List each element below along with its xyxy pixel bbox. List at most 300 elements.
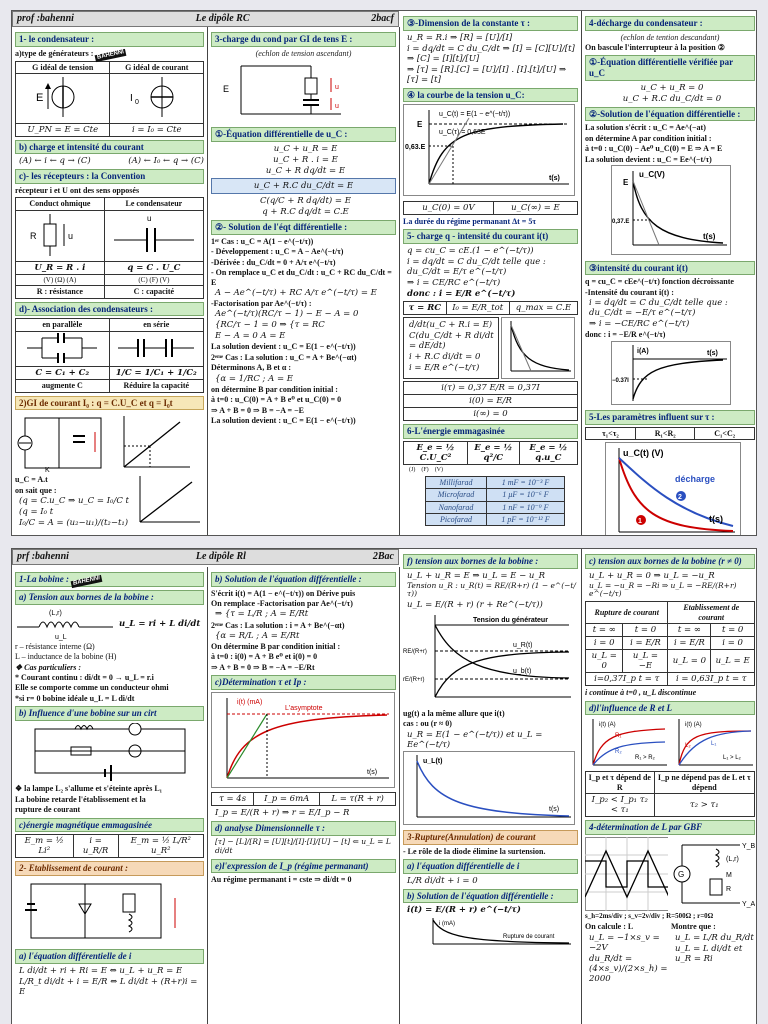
text-line: ⇒ i = CE/RC e^(−t/τ) <box>407 277 501 288</box>
coil-u-label: u_L <box>55 633 67 641</box>
rl-case-2: *si r= 0 bobine idéale u_L = L di/dt <box>15 693 135 703</box>
rc-i-block <box>403 317 578 379</box>
rc-dim-title: ③-Dimension de la constante τ : <box>403 16 578 31</box>
table-cell: G idéal de tension <box>16 61 110 73</box>
rc-level: 2bacf <box>371 13 394 24</box>
rc-energy-units: (J) (F) (V) <box>409 466 444 473</box>
rc-header <box>12 11 399 27</box>
rc-charge-circuit <box>211 58 395 122</box>
rl-s1c: c)énergie magnétique emmagasinée <box>15 818 204 833</box>
rc-col-4 <box>582 11 757 535</box>
capacitance-units-table <box>425 476 565 527</box>
table-cell: i = E/R <box>623 637 668 650</box>
rl-col-2 <box>208 567 400 1024</box>
table-cell: u_C(0) = 0V <box>404 201 494 214</box>
table-cell: C₁<C₂ <box>695 427 755 439</box>
table-cell: I_p = 6mA <box>254 793 320 806</box>
text-line: u_L = L/R du_R/dt <box>675 932 754 943</box>
rc-cas2c: {α = 1/RC ; A = E <box>215 373 293 384</box>
table-cell: i = E/R <box>668 637 711 650</box>
rc-decharge-eq0: u_C + u_R = 0 <box>640 82 704 93</box>
rl-col-3 <box>400 549 582 1024</box>
table-cell: u_L = 0 <box>586 650 623 673</box>
resistor-icon <box>20 212 100 258</box>
rc-sheet <box>11 10 757 536</box>
text-line: d/dt(u_C + R.i = E) <box>409 319 493 330</box>
rl-c3-s1: f) tension aux bornes de la bobine : <box>403 554 578 569</box>
rl-tension-re2: rE/(R+r) <box>403 677 425 684</box>
rc-decharge-title: 4-décharge du condensateur : <box>585 16 755 31</box>
rl-chart-asym: L'asymptote <box>285 704 323 712</box>
gbf-coil: (L,r) <box>726 855 739 863</box>
uc-curve-063: 0,63.E <box>405 144 426 152</box>
uc-decharge-ylabel: u_C(V) <box>639 170 665 180</box>
table-cell <box>109 331 204 366</box>
table-cell: Microfarad <box>426 489 487 501</box>
rc-cas1: 1ᵉʳ Cas : u_C = A(1 − e^(−t/τ)) <box>211 236 314 246</box>
gbf-block <box>585 837 755 911</box>
rupture-label: Rupture de courant <box>503 934 555 941</box>
table-cell: Millifarad <box>426 476 487 488</box>
table-cell: u_L = E <box>711 650 755 673</box>
svg-text:u: u <box>146 213 152 223</box>
gbf-yb: Y_B <box>742 842 755 850</box>
table-cell: τ = 4s <box>212 793 254 806</box>
ul-decay-ylabel: u_L(t) <box>423 757 443 765</box>
text-line: -Intensité du courant i(t) : <box>585 287 674 297</box>
svg-text:E: E <box>35 92 44 105</box>
text-line: donc : i = −E/R e^(−t/τ) <box>585 330 666 340</box>
rl-s1b: b) Influence d'une bobine sur un cirt <box>15 706 204 721</box>
compare-ylabel: u_C(t) (V) <box>623 447 664 458</box>
lamp-circuit-diagram <box>15 723 203 781</box>
table-cell: U_R = R . i <box>16 262 105 275</box>
table-cell: τ₂ > τ₁ <box>654 794 754 817</box>
uc-decharge-t: t(s) <box>703 232 716 242</box>
text-line: à t=0 : u_C(0) = A + B e⁰ et u_C(0) = 0 <box>211 395 342 405</box>
svg-text:E: E <box>223 84 230 95</box>
text-line: q = cu_C = cEe^(−t/τ) fonction décroissante <box>585 277 734 287</box>
rl-c2-s4: e)l'expression de I_p (régime permanant) <box>211 859 396 874</box>
rl-title: Le dipôle Rl <box>195 551 246 562</box>
i-decharge-037: −0.37I <box>612 377 629 384</box>
bahenni-stamp: BAHENNI <box>71 575 103 588</box>
compare-series-2-label: 2 <box>678 493 682 501</box>
rl-disc: i continue à t=0 , u_L discontinue <box>585 688 697 698</box>
rc-decharge-s2: ②-Solution de l'équation différentielle : <box>585 107 755 122</box>
text-line: I₀/C = A = (u₂−u₁)/(t₂−t₁) <box>19 518 129 529</box>
text-line: à t=0 : u_C(0) − Ae⁰ u_C(0) = E ⇒ A = E <box>585 144 723 154</box>
text-line: u_L = −1×s_v = −2V <box>589 932 660 953</box>
rc-param-table <box>585 427 755 440</box>
text-line: C(q/C + R dq/dt) = E <box>260 196 351 207</box>
rl-c4-s2: d)l'influence de R et L <box>585 701 755 716</box>
i-decharge-ylabel: i(A) <box>637 347 649 355</box>
uc-curve-eq1: u_C(t) = E(1 − e^(−t/τ)) <box>439 111 511 119</box>
svg-text:R: R <box>29 230 37 241</box>
rl-init-1: à t=0 : i(0) = A + B e⁰ et i(0) = 0 <box>211 652 318 662</box>
rc-s1: 1- le condensateur : <box>15 32 204 47</box>
influence-l-compare: L₁ > L₂ <box>723 755 741 762</box>
series-capacitors-icon <box>116 333 196 363</box>
rl-ip: I_p = E/(R + r) ⇒ r = E/I_p − R <box>215 808 350 819</box>
rl-author: prf :bahenni <box>17 551 69 562</box>
table-cell: i(∞) = 0 <box>404 407 578 420</box>
generator-table <box>15 61 204 137</box>
rc-col-3 <box>400 11 582 535</box>
svg-text:K: K <box>45 467 50 475</box>
gi-notes <box>15 474 204 529</box>
rl-cas2: 2ᵉᵐᵉ Cas : La solution : i = A + Be^(−αt) <box>211 620 345 630</box>
ul-decay-t: t(s) <box>549 805 560 813</box>
rc-s1b: b) charge et intensité du courant <box>15 140 204 155</box>
influence-l-ylabel: i(t) (A) <box>685 722 702 729</box>
text-line: E − A = 0 A = E <box>215 331 286 342</box>
rl-c3-s2a: - Le rôle de la diode élimine la surtension. <box>403 846 546 856</box>
rl-law: u_L = ri + L di/dt <box>119 618 201 629</box>
svg-text:u: u <box>335 103 339 111</box>
rl-c3-s2b: a) l'équation différentielle de i <box>403 859 578 874</box>
rc-s3-sub: (echlon de tension ascendant) <box>255 48 352 58</box>
rc-s5: 5- charge q - intensité du courant i(t) <box>403 229 578 244</box>
text-line: on détermine A par condition initial : <box>585 133 712 143</box>
recept-note: récepteur i et U ont des sens opposés <box>15 185 140 195</box>
rc-init <box>211 385 396 415</box>
rc-cas2b: Déterminons A, B et α : <box>211 363 292 373</box>
rl-def-l: L – inductance de la bobine (H) <box>15 652 117 662</box>
influence-r-chart <box>585 717 669 769</box>
rl-c3-ulf: u_R = E(1 − e^(−t/τ)) et u_L = Ee^(−t/τ) <box>407 729 543 750</box>
table-cell: i = u_R/R <box>73 835 118 858</box>
gbf-ya: Y_A <box>742 900 755 908</box>
rl-c3-sol: i(t) = E/(R + r) e^(−t/τ) <box>407 905 521 916</box>
table-cell <box>16 74 110 123</box>
text-line: ⇒ [τ] = [R].[C] = [U]/[I] . [I].[t]/[U] ⇒ [τ] = [t] <box>407 64 567 85</box>
compare-label: décharge <box>675 473 716 484</box>
table-cell: 1 μF = 10⁻⁶ F <box>486 489 564 501</box>
table-cell: 1 nF = 10⁻⁹ F <box>486 501 564 513</box>
rl-lamp-2: rupture de courant <box>15 805 81 815</box>
table-cell: u_L = 0 <box>668 650 711 673</box>
i-decharge-t: t(s) <box>707 349 718 357</box>
table-cell: 1/C = 1/C₁ + 1/C₂ <box>109 367 204 380</box>
table-cell: en série <box>109 319 204 331</box>
table-cell: i = 0,63I_p t = τ <box>668 673 755 686</box>
table-cell: (C) (F) (V) <box>104 275 203 286</box>
text-line: A − Ae^(−t/τ) + RC A/τ e^(−t/τ) = E <box>215 287 377 298</box>
text-line: La solution s'écrit : u_C = Ae^(−at) <box>585 123 706 133</box>
table-cell: E_e = ½ q²/C <box>467 441 519 464</box>
rl-fact: On remplace -Factorisation par Ae^(−t/τ) <box>211 599 353 609</box>
table-cell: q = C . U_C <box>104 262 203 275</box>
rl-current-chart <box>211 692 395 788</box>
rl-perm: Au régime permanant i = cste ⇒ di/dt = 0 <box>211 875 352 885</box>
table-cell: Réduire la capacité <box>109 380 204 392</box>
gbf-r: R <box>726 885 732 893</box>
rl-c4-l1: u_L + u_R = 0 ⇒ u_L = −u_R <box>589 570 715 581</box>
charge-time-graph <box>134 474 204 526</box>
rl-c2-s2: c)Détermination τ et Ip : <box>211 675 396 690</box>
table-cell: 1 pF = 10⁻¹² F <box>486 513 564 525</box>
text-line: i = dq/dt = C du_C/dt telle que : du_C/dt = −E/τ e^(−t/τ) <box>589 298 728 319</box>
rl-tension-title: Tension du générateur <box>473 617 548 625</box>
rc-cas2: 2ᵉᵐᵉ Cas : La solution : u_C = A + Be^(−αt) <box>211 352 357 362</box>
table-cell: E_e = ½ q.u_C <box>519 441 577 464</box>
text-line: -Factorisation par Ae^(−t/τ) : <box>211 299 312 308</box>
table-cell: t = ∞ <box>586 624 623 637</box>
table-cell: i=0,37I_p t = τ <box>586 673 668 686</box>
text-line: u_C + u_R = E <box>273 144 338 155</box>
receiver-table <box>15 197 204 299</box>
text-line: u_C = A.t <box>15 475 48 485</box>
uc-boundary-table <box>403 201 578 215</box>
text-line: (q = C.u_C ⇒ u_C = I₀/C t <box>19 496 129 507</box>
table-cell <box>110 74 204 123</box>
rl-s2a: a) l'équation différentielle de i <box>15 949 204 964</box>
rl-def-r: r – résistance interne (Ω) <box>15 641 95 651</box>
rl-c2-s1: b) Solution de l'équation différentielle : <box>211 572 396 587</box>
table-cell: t = 0 <box>623 624 668 637</box>
text-line: ⇒ i = −CE/RC e^(−t/τ) <box>589 319 690 330</box>
rl-init-2: ⇒ A + B = 0 ⇒ B = −A = −E/Rt <box>211 662 315 672</box>
table-cell: Etablissement de courant <box>668 602 755 624</box>
rc-decharge-s3: ③intensité du courant i(t) <box>585 261 755 276</box>
rc-s3b: ②- Solution de l'éqt différentielle : <box>211 220 396 235</box>
svg-text:I: I <box>129 93 133 105</box>
rc-s3: 3-charge du cond par GI de tens E : <box>211 32 396 47</box>
rl-case-0: * Courant continu : di/dt = 0 → u_L = r.i <box>15 673 154 682</box>
table-cell: Rupture de courant <box>586 602 668 624</box>
rc-author: prof :bahenni <box>17 13 74 24</box>
gi-circuit-diagram <box>15 412 111 474</box>
rc-dim <box>403 33 578 85</box>
rc-s1c: c)- les récepteurs : la Convention <box>15 169 204 184</box>
rc-s1e: 2)GI de courant I₀ : q = C.U_C et q = I₀t <box>15 396 204 411</box>
rc-sol1: La solution devient : u_C = E(1 − e^(−t/τ)) <box>211 342 356 352</box>
rl-c3-note-1: cas : ou (r ≈ 0) <box>403 719 452 729</box>
text-line: i = dq/dt = C du_C/dt ⇒ [I] = [C][U]/[t] ⇒ [C] = [I][t]/[U] <box>407 43 575 64</box>
rc-tau-table <box>403 301 578 315</box>
i-charge-curve <box>501 317 575 379</box>
table-cell: i(τ) = 0,37 E/R = 0,37I <box>404 381 578 394</box>
text-line: On calcule : L <box>585 922 634 932</box>
rc-decharge-sol <box>585 123 755 164</box>
svg-text:0: 0 <box>134 99 139 107</box>
text-line: on sait que : <box>15 485 57 495</box>
rc-q-eqs <box>403 246 578 299</box>
text-line: ⇒ A + B = 0 ⇒ B = −A = −E <box>211 405 304 415</box>
voltage-source-icon <box>28 75 98 119</box>
text-line: Montre que : <box>671 922 716 932</box>
rc-diff-eqs <box>211 144 396 217</box>
influence-r1: R₁ <box>615 733 622 740</box>
rl-c3-l2: Tension u_R : u_R(t) = RE/(R+r) (1 − e^(−t/τ)) <box>407 580 576 599</box>
text-line: u_L = L di/dt et u_R = Ri <box>675 943 743 964</box>
rl-tau-table <box>211 792 396 806</box>
table-cell: i = 0 <box>586 637 623 650</box>
compare-t: t(s) <box>709 513 723 524</box>
rc-bascule: On bascule l'interrupteur à la position ② <box>585 43 725 53</box>
rl-eq1: L di/dt + ri + Ri = E ⇔ u_L + u_R = E <box>19 965 183 976</box>
rl-c4-s1: c) tension aux bornes de la bobine (r ≠ 0) <box>585 554 755 569</box>
rl-tension-ub: u_b(t) <box>513 668 532 676</box>
table-cell: en parallèle <box>16 319 110 331</box>
rl-sys2: {α = R/L ; A = E/Rt <box>215 630 300 641</box>
parallel-capacitors-icon <box>22 333 102 363</box>
table-cell: Picofarad <box>426 513 487 525</box>
table-cell: augmente C <box>16 380 110 392</box>
uc-decharge-037: 0,37.E <box>612 219 630 226</box>
svg-text:u: u <box>335 84 339 92</box>
table-cell: u_C(∞) = E <box>493 201 577 214</box>
table-cell: Conduct ohmique <box>16 198 105 210</box>
ul-decay-chart <box>403 751 575 825</box>
rupture-chart <box>403 916 575 946</box>
table-cell <box>104 210 203 261</box>
table-cell: τ = RC <box>404 301 447 314</box>
table-cell: L = τ(R + r) <box>320 793 396 806</box>
rc-deriv <box>211 247 396 341</box>
text-line: du_R/dt = (4×s_v)/(2×s_h) = 2000 <box>589 953 668 984</box>
bahenni-stamp: BAHENNI <box>95 48 127 61</box>
rc-decharge-eq1: u_C + R.C du_C/dt = 0 <box>622 93 722 104</box>
rl-c3-note-0: ug(t) a la même allure que i(t) <box>403 708 505 718</box>
rc-energy-table <box>403 441 578 465</box>
text-line: u_C + R.C du_C/dt = E <box>211 178 396 194</box>
coil-label: (L,r) <box>49 609 62 617</box>
rc-s1d: d)- Association des condensateurs : <box>15 302 204 317</box>
table-cell: i = I₀ = Cte <box>110 123 204 136</box>
rl-header <box>12 549 399 565</box>
rc-decharge-s1: ①-Équation différentielle vérifiée par u_C <box>585 55 755 80</box>
coil-icon <box>15 607 115 641</box>
gbf-scale: s_h=2ms/div ; s_v=2v/div ; R=500Ω ; r=0Ω <box>585 911 714 920</box>
table-cell: G idéal de courant <box>110 61 204 73</box>
compare-series-1-label: 1 <box>638 517 642 525</box>
table-cell: E_m = ½ Li² <box>16 835 74 858</box>
rc-title: Le dipôle RC <box>195 13 250 24</box>
table-cell: i(0) = E/R <box>404 394 578 407</box>
svg-text:u: u <box>67 230 73 241</box>
influence-r2: R₂ <box>615 749 622 756</box>
charge-relations: (A) ← i ← q → (C) (A) ← I₀ ← q → (C) <box>19 156 204 167</box>
rl-init-0: On détermine B par condition initial : <box>211 641 341 651</box>
text-line: u_C + R dq/dt = E <box>265 166 346 177</box>
rc-decharge-ieqs <box>585 277 755 339</box>
rc-sol2: La solution devient : u_C = E(1 − e^(−t/τ)) <box>211 416 356 426</box>
table-cell: 1 mF = 10⁻³ F <box>486 476 564 488</box>
table-cell: I_p₂ < I_p₁ τ₂ < τ₁ <box>586 794 655 817</box>
influence-r-compare: R₁ > R₂ <box>635 755 655 762</box>
text-line: u_C + R . i = E <box>273 155 338 166</box>
text-line: q + R.C dq/dt = C.E <box>262 207 349 218</box>
text-line: - On remplace u_C et du_C/dt : u_C + RC du_C/dt = E <box>211 268 392 287</box>
text-line: q = cu_C = cE.(1 − e^(−t/τ)) <box>407 245 534 256</box>
rl-s1a: a) Tension aux bornes de la bobine : <box>15 590 204 605</box>
rupture-establish-table <box>585 601 755 686</box>
svg-text:G: G <box>678 869 685 879</box>
text-line: i = dq/dt = C du_C/dt telle que : du_C/dt = E/τ e^(−t/τ) <box>407 256 546 277</box>
text-line: on détermine B par condition initial : <box>211 384 338 394</box>
rl-chart-t: t(s) <box>367 768 378 776</box>
rc-param-title: 5-Les paramètres influent sur τ : <box>585 410 755 425</box>
uc-curve-eq2: u_C(τ) = 0,63E <box>439 129 486 137</box>
table-cell: q_max = C.E <box>509 301 577 314</box>
table-cell <box>16 331 110 366</box>
influence-table <box>585 771 755 817</box>
text-line: {RC/τ − 1 = 0 ⇒ {τ = RC <box>215 320 325 331</box>
gbf-m: M <box>726 871 732 879</box>
current-source-icon <box>122 75 192 119</box>
capacitor-icon <box>109 212 199 258</box>
uc-curve-E: E <box>417 120 423 130</box>
rl-sheet <box>11 548 757 1024</box>
rc-i-values <box>403 381 578 421</box>
text-line: La solution devient : u_C = Ee^(−t/τ) <box>585 154 712 164</box>
rl-tension-ur: u_R(t) <box>513 642 533 650</box>
text-line: (q = I₀ t <box>19 507 54 518</box>
table-cell: t = 0 <box>711 624 755 637</box>
rl-tension-re: RE/(R+r) <box>403 649 427 656</box>
table-cell: E_e = ½ C.U_C² <box>404 441 468 464</box>
table-cell: τ₁<τ₂ <box>586 427 636 439</box>
rc-decharge-sub: (echlon de tention descandant) <box>620 32 720 42</box>
rl-level: 2Bac <box>372 551 394 562</box>
table-cell: I_p et τ dépend de R <box>586 772 655 794</box>
rc-duree: La durée du régime permanant Δt = 5τ <box>403 216 537 226</box>
text-line: C(du_C/dt + R di/dt = dE/dt) <box>409 330 494 351</box>
table-cell: C : capacité <box>104 286 203 298</box>
text-line: - Développement : u_C = A − Ae^(−t/τ) <box>211 247 344 257</box>
influence-l1: L₁ <box>711 741 717 748</box>
uc-charge-curve <box>403 104 575 196</box>
rl-s1: 1-La bobine : BAHENNI <box>15 572 204 587</box>
rc-s1a: a)type de générateurs : BAHENNI <box>15 49 204 59</box>
uc-decharge-E: E <box>623 178 629 188</box>
gbf-calc <box>585 921 755 985</box>
rl-lamp-1: La bobine retarde l'établissement et la <box>15 794 146 804</box>
table-cell: i = 0 <box>711 637 755 650</box>
rl-c3-s2c: b) Solution de l'équation différentielle : <box>403 889 578 904</box>
rl-establish-circuit <box>15 878 203 944</box>
text-line: Ae^(−t/τ)(RC/τ − 1) − E − A = 0 <box>215 309 359 320</box>
text-line: donc : i = E/R e^(−t/τ) <box>407 288 516 299</box>
text-line: i = E/R e^(−t/τ) <box>409 362 480 373</box>
rl-c4-l2: u_L = −u_R = −Ri ⇒ u_L = −RE/(R+r) e^(−t/τ) <box>589 580 737 599</box>
gi-figures <box>15 412 204 474</box>
gbf-circuit <box>670 837 755 911</box>
table-cell: E_m = ½ L/R² u_R² <box>118 835 203 858</box>
table-cell: t = ∞ <box>668 624 711 637</box>
table-cell: I_p ne dépend pas de L et τ dépend <box>654 772 754 794</box>
rl-coil-block <box>15 607 204 641</box>
influence-l-chart <box>671 717 755 769</box>
rl-c3-l1: u_L + u_R = E ⇒ u_L = E − u_R <box>407 570 546 581</box>
rl-tension-chart <box>403 611 575 705</box>
table-cell: Nanofarad <box>426 501 487 513</box>
table-cell: u_L = −E <box>623 650 668 673</box>
rl-c3-l3: u_L = E/(R + r) (r + Re^(−t/τ)) <box>407 600 543 611</box>
influence-l2: L₂ <box>685 743 691 750</box>
table-cell: C = C₁ + C₂ <box>16 367 110 380</box>
influence-r-ylabel: i(t) (A) <box>599 722 616 729</box>
rc-col-1 <box>12 27 208 535</box>
rl-c3-eq: L/R di/dt + i = 0 <box>407 875 478 886</box>
rl-eq2: L/R_t di/dt + i = E/R ⇔ L di/dt + (R+r)i = E <box>19 976 198 997</box>
rc-col-2 <box>208 27 400 535</box>
rl-dim: [τ] − [L]/[R] = [U][t]/[I]·[I]/[U] − [t] ⇐ u_L = L di/dt <box>215 836 391 855</box>
rl-sform: S'écrit i(t) = A(1 − e^(−t/τ)) on Dérive puis <box>211 588 356 598</box>
